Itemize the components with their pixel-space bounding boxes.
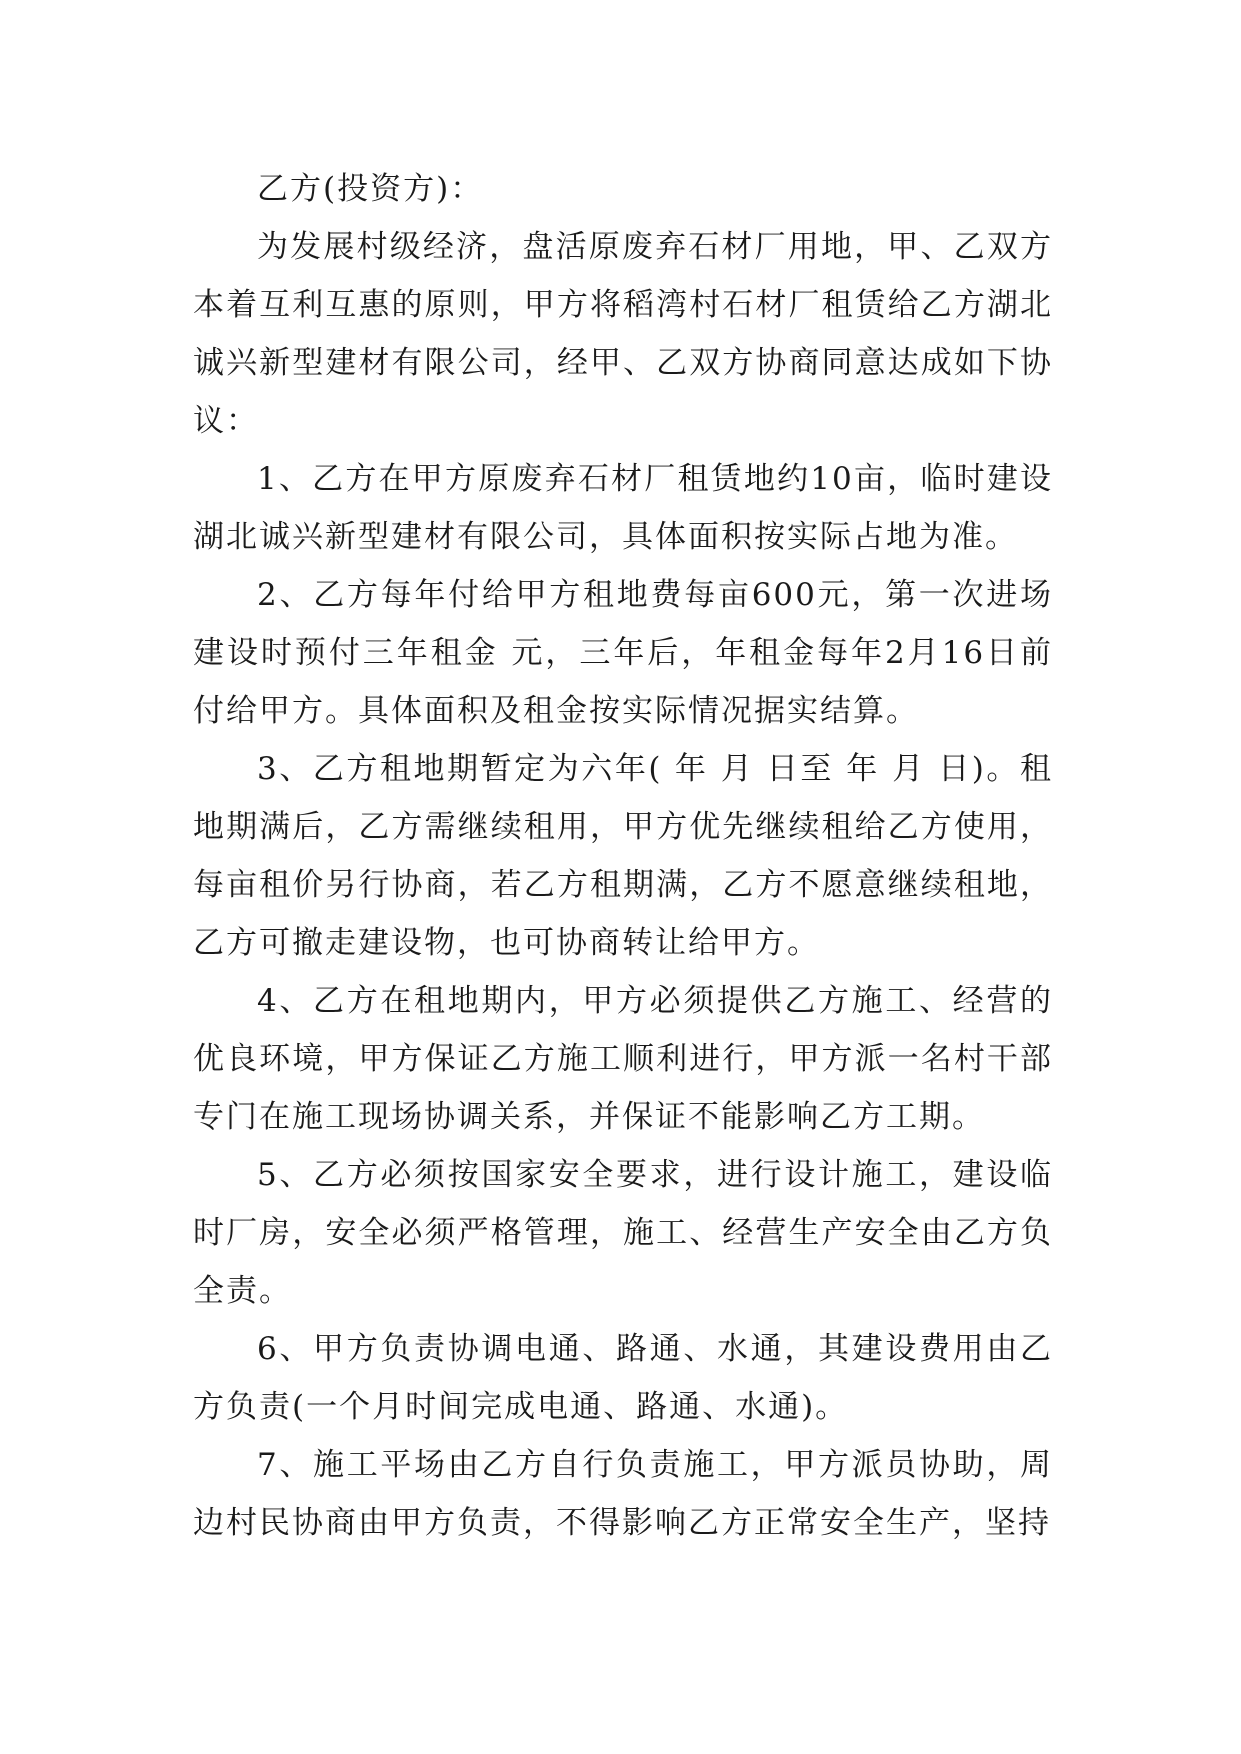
clause-7: 7、施工平场由乙方自行负责施工，甲方派员协助，周边村民协商由甲方负责，不得影响乙方正常安全生产，坚持	[193, 1447, 1053, 1541]
party-b-label: 乙方(投资方)：	[257, 171, 484, 207]
document-body	[193, 160, 1053, 1552]
intro-paragraph: 为发展村级经济，盘活原废弃石材厂用地，甲、乙双方本着互利互惠的原则，甲方将稻湾村石材厂租赁给乙方湖北诚兴新型建材有限公司，经甲、乙双方协商同意达成如下协议：	[193, 229, 1053, 439]
clause-4: 4、乙方在租地期内，甲方必须提供乙方施工、经营的优良环境，甲方保证乙方施工顺利进行，甲方派一名村干部专门在施工现场协调关系，并保证不能影响乙方工期。	[193, 983, 1053, 1135]
clause-6: 6、甲方负责协调电通、路通、水通，其建设费用由乙方负责(一个月时间完成电通、路通、水通)。	[193, 1331, 1053, 1425]
clause-1: 1、乙方在甲方原废弃石材厂租赁地约10亩，临时建设湖北诚兴新型建材有限公司，具体面积按实际占地为准。	[193, 461, 1053, 555]
clause-2: 2、乙方每年付给甲方租地费每亩600元，第一次进场建设时预付三年租金 元，三年后，年租金每年2月16日前付给甲方。具体面积及租金按实际情况据实结算。	[193, 577, 1053, 729]
clause-5: 5、乙方必须按国家安全要求，进行设计施工，建设临时厂房，安全必须严格管理，施工、经营生产安全由乙方负全责。	[193, 1157, 1053, 1309]
clause-3: 3、乙方租地期暂定为六年( 年 月 日至 年 月 日)。租地期满后，乙方需继续租用，甲方优先继续租给乙方使用，每亩租价另行协商，若乙方租期满，乙方不愿意继续租地，乙方可撤走建设物，也可协商转让给甲方。	[193, 751, 1053, 961]
